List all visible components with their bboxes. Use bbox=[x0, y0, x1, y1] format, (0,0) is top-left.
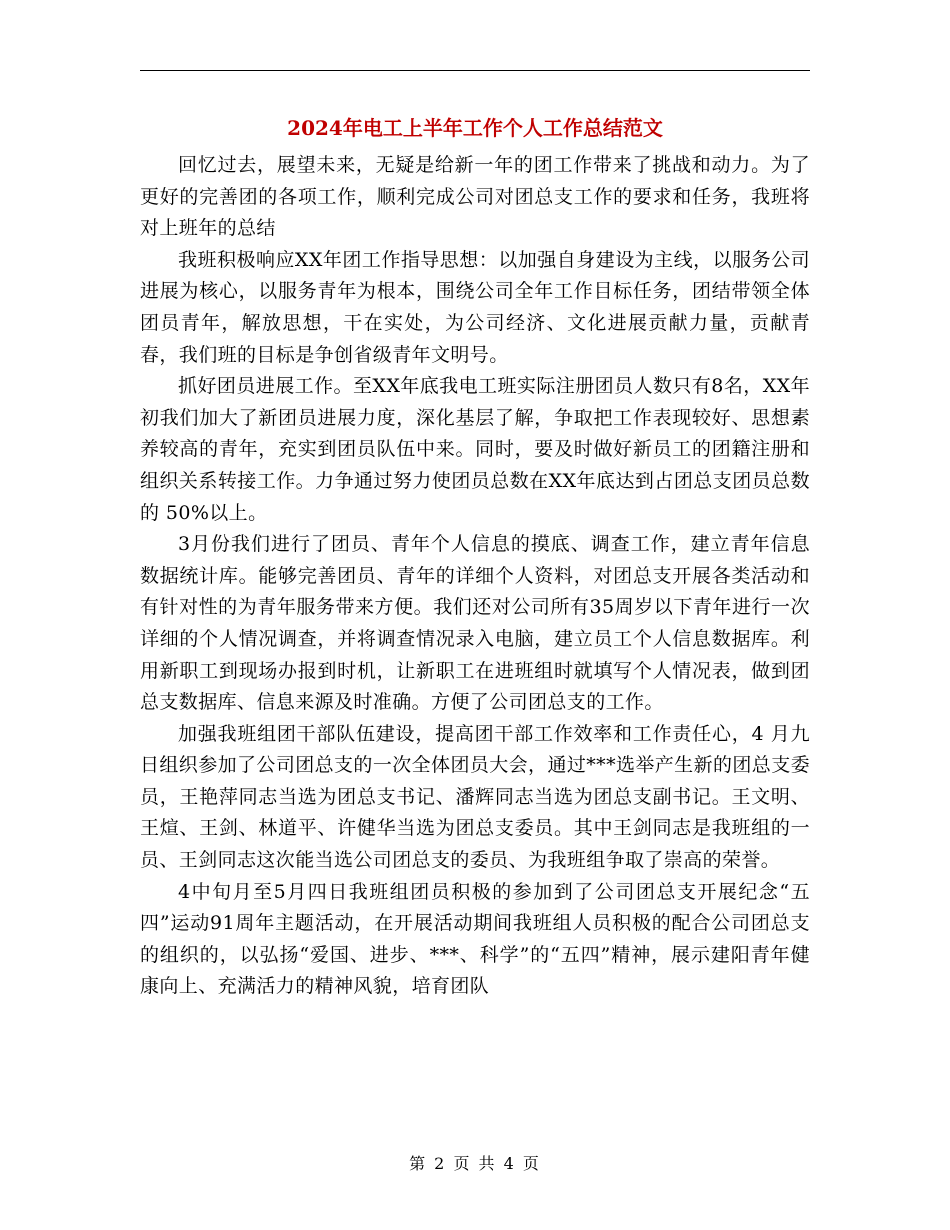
paragraph-3: 抓好团员进展工作。至XX年底我电工班实际注册团员人数只有8名，XX年初我们加大了新团员进展力度，深化基层了解，争取把工作表现较好、思想素养较高的青年，充实到团员队伍中来。同时，要及时做好新员工的团籍注册和组织关系转接工作。力争通过努力使团员总数在XX年底达到占团总支团员总数的 50%以上。 bbox=[140, 375, 810, 524]
document-title: 2024年电工上半年工作个人工作总结范文 bbox=[287, 116, 663, 140]
paragraph-2: 我班积极响应XX年团工作指导思想：以加强自身建设为主线，以服务公司进展为核心，以服务青年为根本，围绕公司全年工作目标任务，团结带领全体团员青年，解放思想，干在实处，为公司经济、文化进展贡献力量，贡献青春，我们班的目标是争创省级青年文明号。 bbox=[140, 248, 810, 366]
paragraph-4: 3月份我们进行了团员、青年个人信息的摸底、调查工作，建立青年信息数据统计库。能够完善团员、青年的详细个人资料，对团总支开展各类活动和有针对性的为青年服务带来方便。我们还对公司所有35周岁以下青年进行一次详细的个人情况调查，并将调查情况录入电脑，建立员工个人信息数据库。利用新职工到现场办报到时机，让新职工在进班组时就填写个人情况表，做到团总支数据库、信息来源及时准确。方便了公司团总支的工作。 bbox=[140, 533, 810, 714]
paragraph-6: 4中旬月至5月四日我班组团员积极的参加到了公司团总支开展纪念“五四”运动91周年主题活动，在开展活动期间我班组人员积极的配合公司团总支的组织的，以弘扬“爱国、进步、***、科学”的“五四”精神，展示建阳青年健康向上、充满活力的精神风貌，培育团队 bbox=[140, 880, 810, 998]
document-body bbox=[140, 150, 810, 1003]
paragraph-5: 加强我班组团干部队伍建设，提高团干部工作效率和工作责任心，4 月九日组织参加了公司团总支的一次全体团员大会，通过***选举产生新的团总支委员，王艳萍同志当选为团总支书记、潘辉同志当选为团总支副书记。王文明、王煊、王剑、林道平、许健华当选为团总支委员。其中王剑同志是我班组的一员、王剑同志这次能当选公司团总支的委员、为我班组争取了崇高的荣誉。 bbox=[140, 722, 810, 872]
header-rule bbox=[140, 70, 810, 71]
page-number-footer: 第 2 页 共 4 页 bbox=[409, 1154, 541, 1173]
paragraph-1: 回忆过去，展望未来，无疑是给新一年的团工作带来了挑战和动力。为了更好的完善团的各项工作，顺利完成公司对团总支工作的要求和任务，我班将对上班年的总结 bbox=[140, 154, 810, 240]
